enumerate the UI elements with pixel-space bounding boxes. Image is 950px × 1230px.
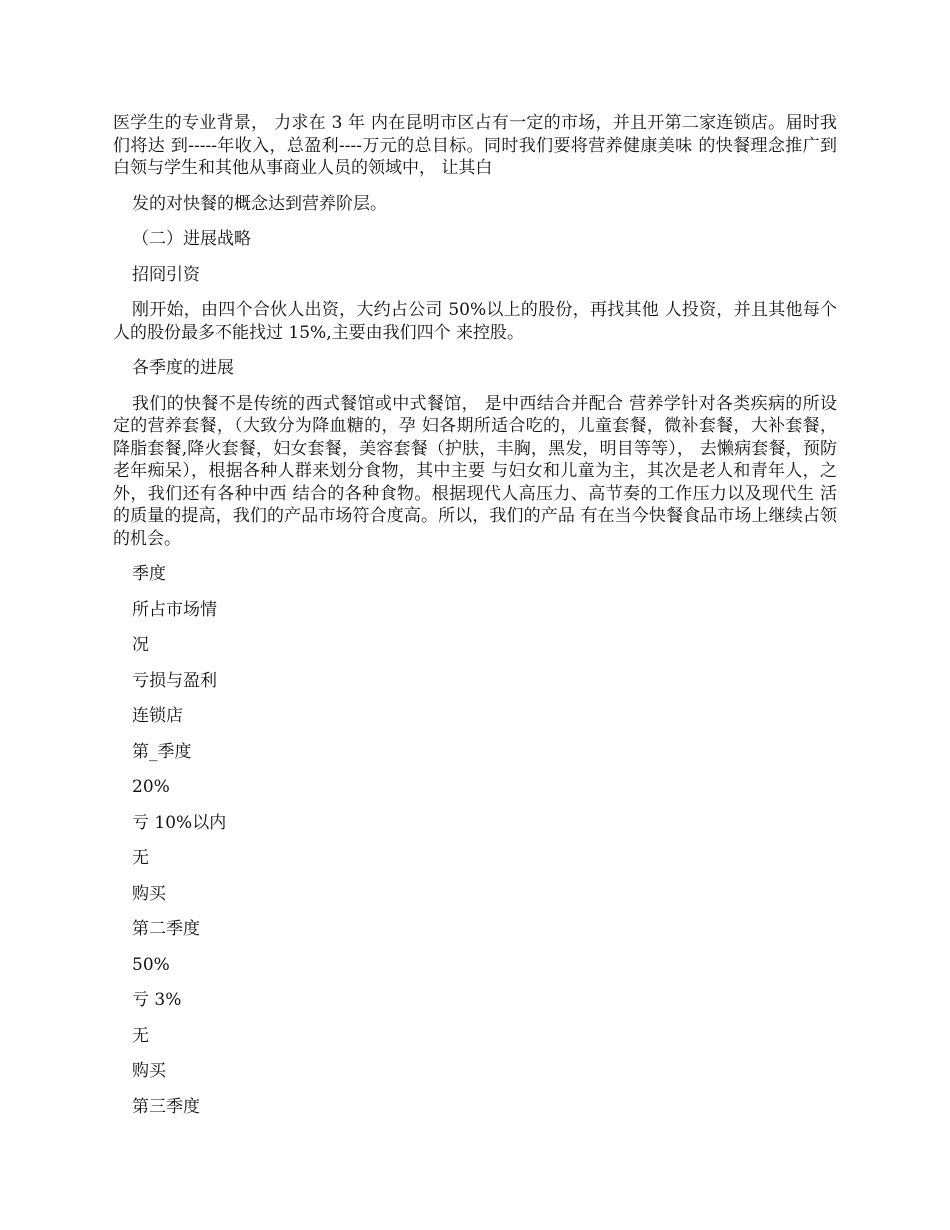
continuation-line: 发的对快餐的概念达到营养阶层。 (132, 193, 387, 214)
table-line: 无 (132, 848, 149, 868)
intro-paragraph: 医学生的专业背景， 力求在 3 年 内在昆明市区占有一定的市场，并且开第二家连锁店。届时我们将达 到-----年收入，总盈利----万元的总目标。同时我们要将营养健康美味 的快餐理念推广到白领与学生和其他从事商业人员的领域中， 让其白 (113, 113, 837, 178)
table-line: 20% (132, 777, 170, 797)
table-line: 第三季度 (132, 1096, 200, 1117)
document-page (113, 112, 837, 1131)
table-line: 所占市场情 (132, 599, 217, 620)
table-line: 无 (132, 1025, 149, 1046)
table-line: 亏 10%以内 (132, 812, 227, 833)
table-line: 购买 (132, 1061, 166, 1081)
table-lines (113, 563, 837, 1131)
subheading-quarterly-progress: 各季度的进展 (132, 358, 234, 378)
product-paragraph: 我们的快餐不是传统的西式餐馆或中式餐馆， 是中西结合并配合 营养学针对各类疾病的所设定的营养套餐，（大致分为降血糖的，孕 妇各期所适合吃的，儿童套餐，微补套餐，大补套餐，降脂套餐,降火套餐，妇女套餐，美容套餐（护肤，丰胸，黑发，明目等等）， 去懒病套餐，预防老年痴呆），根据各种人群来划分食物，其中主要 与妇女和儿童为主，其次是老人和青年人，之外，我们还有各种中西 结合的各种食物。根据现代人高压力、高节奏的工作压力以及现代生 活的质量的提高，我们的产品市场符合度高。所以，我们的产品 有在当今快餐食品市场上继续占领的机会。 (113, 393, 837, 549)
table-line: 50% (132, 954, 170, 975)
table-line: 第二季度 (132, 919, 200, 939)
table-line: 况 (132, 635, 149, 655)
table-line: 季度 (132, 564, 166, 584)
table-line: 第_季度 (132, 741, 192, 762)
table-line: 亏损与盈利 (132, 670, 217, 691)
subheading-investment: 招冏引资 (132, 264, 200, 285)
section-heading: （二）进展战略 (132, 229, 251, 249)
table-line: 亏 3% (132, 990, 182, 1010)
table-line: 购买 (132, 883, 166, 904)
table-line: 连锁店 (132, 706, 183, 726)
investment-paragraph: 刚开始，由四个合伙人出资，大约占公司 50%以上的股份，再找其他 人投资，并且其他每个人的股份最多不能找过 15%,主要由我们四个 来控股。 (113, 300, 837, 343)
